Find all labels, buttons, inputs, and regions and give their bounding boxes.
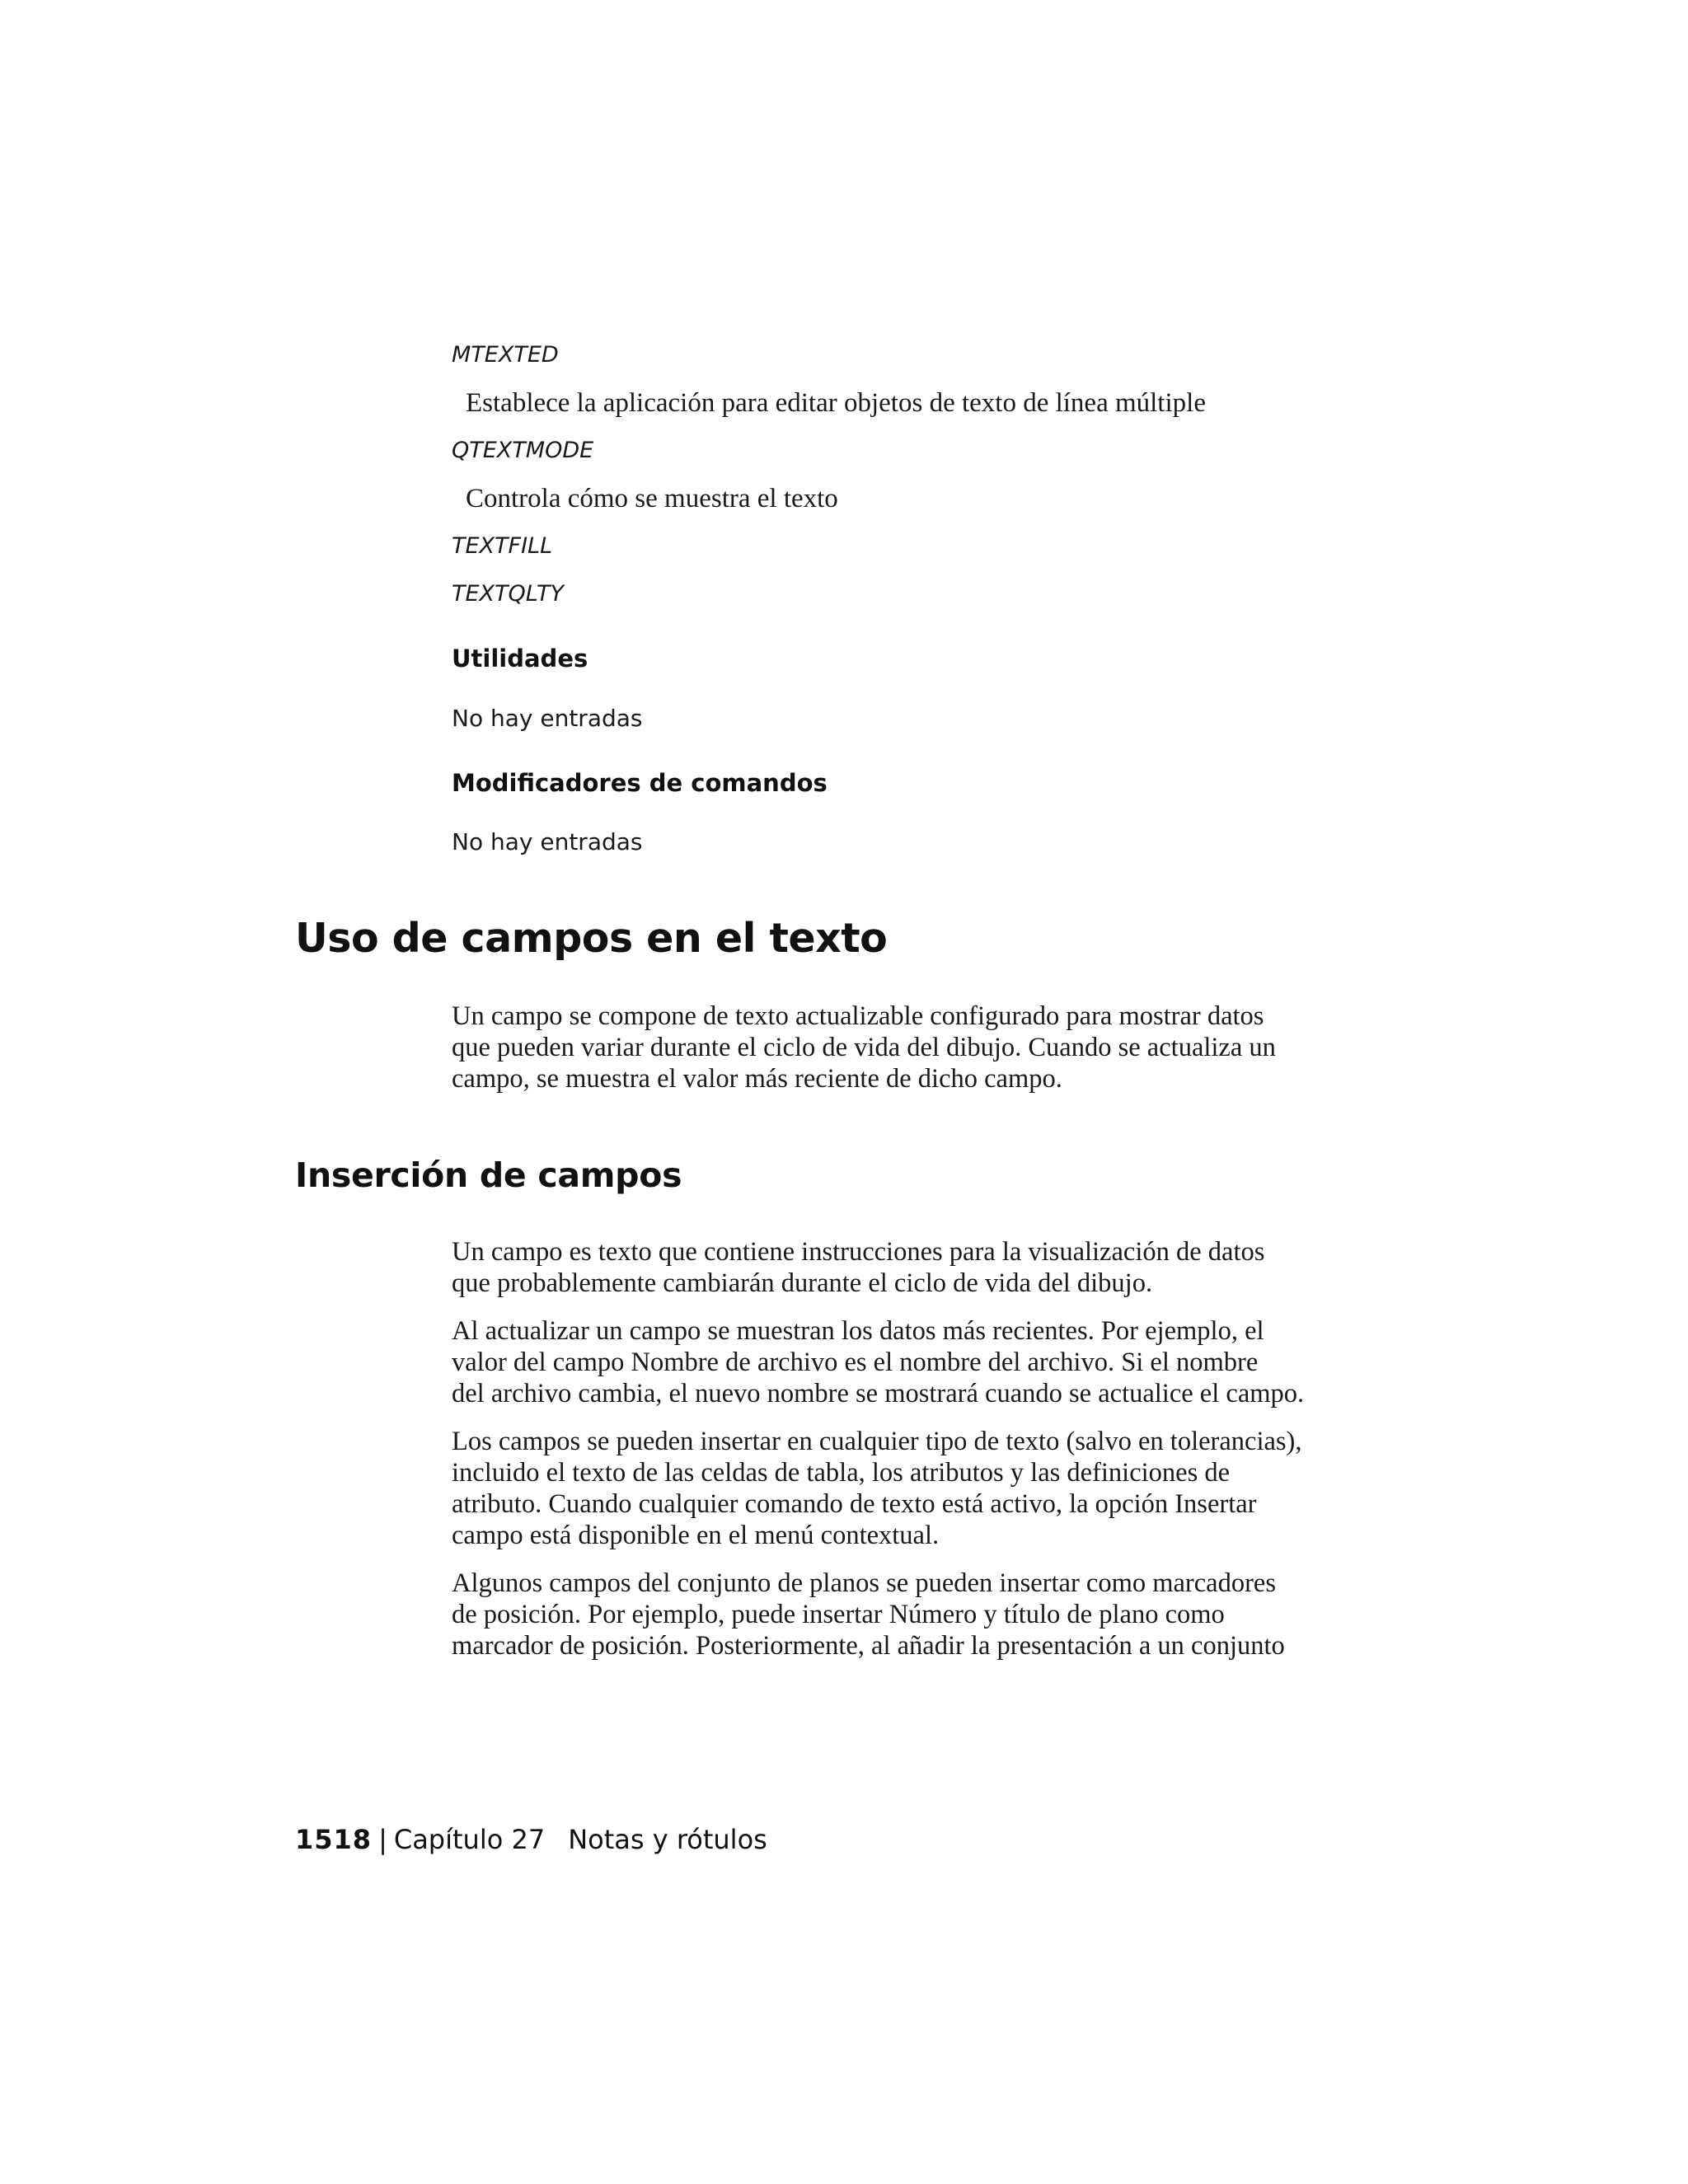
paragraph-line: de posición. Por ejemplo, puede insertar Número y título de plano como	[452, 1600, 1225, 1629]
paragraph-line: Algunos campos del conjunto de planos se pueden insertar como marcadores	[452, 1568, 1276, 1598]
paragraph-line: del archivo cambia, el nuevo nombre se mostrará cuando se actualice el campo.	[452, 1379, 1305, 1408]
section2-paragraph-3	[452, 1426, 1342, 1551]
section1-paragraph	[452, 1001, 1342, 1094]
variable-desc-mtexted: Establece la aplicación para editar objetos de texto de línea múltiple	[466, 388, 1206, 418]
paragraph-line: Un campo se compone de texto actualizable configurado para mostrar datos	[452, 1001, 1264, 1031]
paragraph-line: que pueden variar durante el ciclo de vida del dibujo. Cuando se actualiza un	[452, 1033, 1276, 1062]
paragraph-line: Un campo es texto que contiene instrucciones para la visualización de datos	[452, 1237, 1265, 1267]
paragraph-line: marcador de posición. Posteriormente, al añadir la presentación a un conjunto	[452, 1631, 1285, 1661]
page-number: 1518	[295, 1824, 373, 1855]
variable-name-mtexted[interactable]: MTEXTED	[452, 342, 559, 368]
paragraph-line: atributo. Cuando cualquier comando de texto está activo, la opción Insertar	[452, 1489, 1257, 1519]
section-title-insercion-de-campos: Inserción de campos	[295, 1155, 682, 1195]
section2-paragraph-1	[452, 1236, 1342, 1299]
variable-name-qtextmode[interactable]: QTEXTMODE	[452, 438, 594, 463]
section-title-uso-de-campos: Uso de campos en el texto	[295, 915, 888, 962]
utilities-text: No hay entradas	[452, 705, 643, 732]
section2-paragraph-4	[452, 1568, 1342, 1661]
utilities-heading: Utilidades	[452, 644, 588, 673]
modifiers-text: No hay entradas	[452, 828, 643, 855]
paragraph-line: incluido el texto de las celdas de tabla, los atributos y las definiciones de	[452, 1458, 1231, 1488]
paragraph-line: valor del campo Nombre de archivo es el nombre del archivo. Si el nombre	[452, 1347, 1259, 1377]
paragraph-line: campo está disponible en el menú contextual.	[452, 1521, 940, 1550]
variable-desc-qtextmode: Controla cómo se muestra el texto	[466, 484, 838, 513]
paragraph-line: Los campos se pueden insertar en cualquier tipo de texto (salvo en tolerancias),	[452, 1427, 1302, 1456]
paragraph-line: que probablemente cambiarán durante el ciclo de vida del dibujo.	[452, 1268, 1153, 1298]
chapter-title: Notas y rótulos	[568, 1824, 767, 1855]
footer-separator: |	[378, 1824, 387, 1855]
modifiers-heading: Modificadores de comandos	[452, 769, 828, 797]
paragraph-line: campo, se muestra el valor más reciente de dicho campo.	[452, 1064, 1062, 1094]
chapter-label: Capítulo 27	[393, 1824, 546, 1855]
variable-name-textqlty[interactable]: TEXTQLTY	[452, 581, 564, 607]
section2-paragraph-2	[452, 1315, 1342, 1409]
paragraph-line: Al actualizar un campo se muestran los datos más recientes. Por ejemplo, el	[452, 1316, 1264, 1346]
variable-name-textfill[interactable]: TEXTFILL	[452, 533, 553, 559]
page-footer	[295, 1823, 767, 1856]
